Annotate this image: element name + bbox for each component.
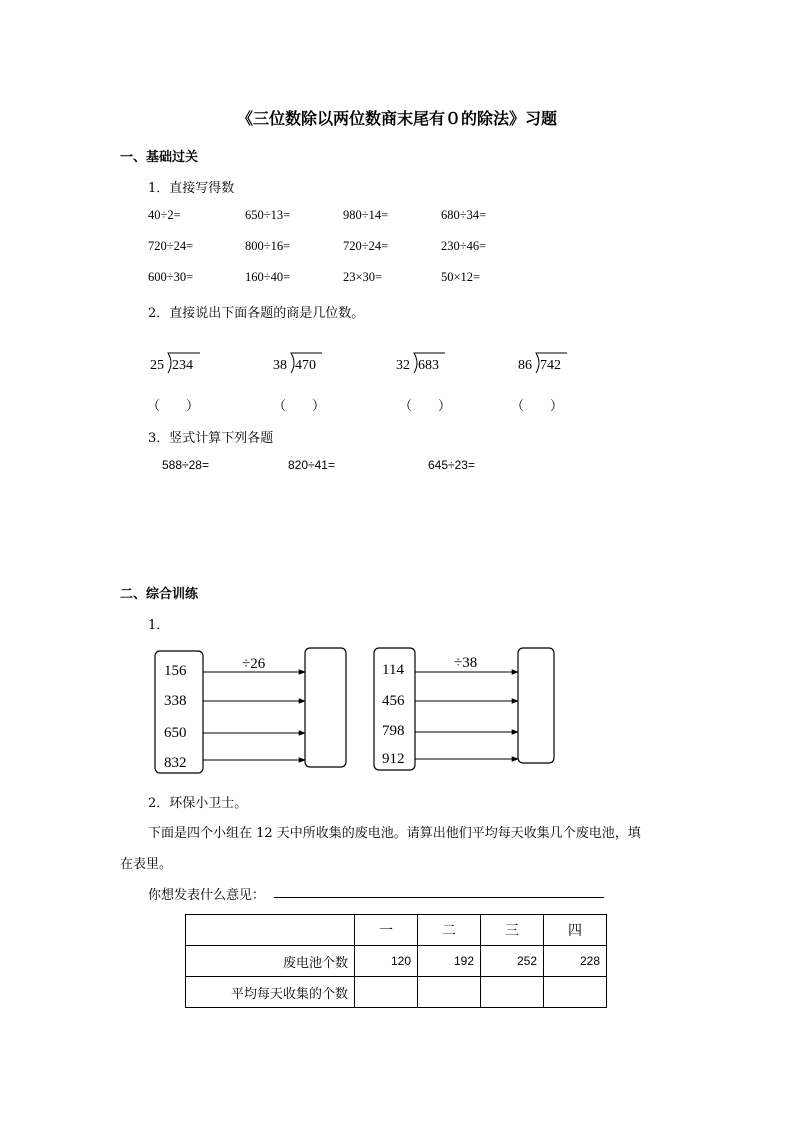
section-2-heading: 二、综合训练: [120, 587, 199, 602]
mental-math-item: 23×30=: [343, 270, 383, 284]
row-label: 平均每天收集的个数: [186, 977, 355, 1008]
input-number: 338: [164, 693, 187, 709]
input-number: 832: [164, 755, 187, 771]
opinion-label: 你想发表什么意见：: [148, 888, 266, 903]
table-cell: 252: [481, 946, 544, 977]
answer-box[interactable]: [305, 648, 346, 767]
division-problem: [396, 353, 445, 373]
divisor: 25: [150, 358, 164, 373]
table-header-cell: 一: [355, 915, 418, 946]
answer-blank[interactable]: （ ）: [399, 399, 452, 414]
mental-math-item: 230÷46=: [441, 239, 487, 253]
mental-math-item: 800÷16=: [245, 239, 291, 253]
answer-blank[interactable]: （ ）: [511, 399, 564, 414]
mental-math-item: 40÷2=: [148, 208, 181, 222]
left-diagram: [155, 648, 346, 773]
table-header-row: [186, 915, 607, 946]
table-row: [186, 977, 607, 1008]
section-1-heading: 一、基础过关: [120, 150, 199, 165]
division-problems: [0, 345, 794, 385]
division-arrow-diagram: [0, 640, 794, 780]
input-number: 114: [382, 662, 404, 678]
s2-q1-label: 1．: [148, 618, 170, 633]
divisor: 32: [396, 358, 410, 373]
divisor: 38: [273, 358, 287, 373]
q3-label: 3．竖式计算下列各题: [148, 431, 274, 446]
division-problem: [150, 353, 200, 373]
dividend: 742: [540, 358, 561, 373]
mental-math-item: 650÷13=: [245, 208, 291, 222]
dividend: 683: [418, 358, 439, 373]
answer-blank[interactable]: （ ）: [147, 399, 200, 414]
table-cell: 192: [418, 946, 481, 977]
battery-table: [185, 914, 607, 1008]
s2-q2-label: 2．环保小卫士。: [148, 796, 248, 811]
input-number: 650: [164, 725, 187, 741]
answer-box[interactable]: [518, 648, 554, 763]
mental-math-item: 720÷24=: [343, 239, 389, 253]
opinion-answer-line[interactable]: [274, 897, 604, 898]
q1-label: 1．直接写得数: [148, 181, 235, 196]
table-header-cell: 二: [418, 915, 481, 946]
row-label: 废电池个数: [186, 946, 355, 977]
mental-math-item: 600÷30=: [148, 270, 194, 284]
operator-label: ÷38: [454, 655, 478, 671]
input-number: 456: [382, 693, 405, 709]
operator-label: ÷26: [242, 656, 266, 672]
answer-cell[interactable]: [544, 977, 607, 1008]
table-header-cell: 四: [544, 915, 607, 946]
mental-math-item: 160÷40=: [245, 270, 291, 284]
mental-math-item: 720÷24=: [148, 239, 194, 253]
right-diagram: [374, 648, 554, 770]
problem-text-line-1: 下面是四个小组在 12 天中所收集的废电池。请算出他们平均每天收集几个废电池，填: [148, 826, 641, 841]
answer-cell[interactable]: [355, 977, 418, 1008]
table-cell: 120: [355, 946, 418, 977]
table-header-cell: 三: [481, 915, 544, 946]
mental-math-item: 980÷14=: [343, 208, 389, 222]
division-problem: [518, 353, 567, 373]
vertical-calc-item: 820÷41=: [288, 458, 335, 472]
table-row: [186, 946, 607, 977]
problem-text-line-2: 在表里。: [120, 857, 173, 872]
input-number: 912: [382, 751, 405, 767]
divisor: 86: [518, 358, 532, 373]
q2-label: 2．直接说出下面各题的商是几位数。: [148, 306, 365, 321]
answer-cell[interactable]: [418, 977, 481, 1008]
answer-cell[interactable]: [481, 977, 544, 1008]
dividend: 470: [295, 358, 316, 373]
input-number: 798: [382, 723, 405, 739]
vertical-calc-item: 645÷23=: [428, 458, 475, 472]
input-number: 156: [164, 663, 187, 679]
table-header-cell: [186, 915, 355, 946]
division-problem: [273, 353, 322, 373]
dividend: 234: [172, 358, 193, 373]
mental-math-item: 50×12=: [441, 270, 481, 284]
vertical-calc-item: 588÷28=: [162, 458, 209, 472]
mental-math-item: 680÷34=: [441, 208, 487, 222]
table-cell: 228: [544, 946, 607, 977]
page-title: 《三位数除以两位数商末尾有０的除法》习题: [236, 109, 557, 128]
answer-blank[interactable]: （ ）: [273, 399, 326, 414]
